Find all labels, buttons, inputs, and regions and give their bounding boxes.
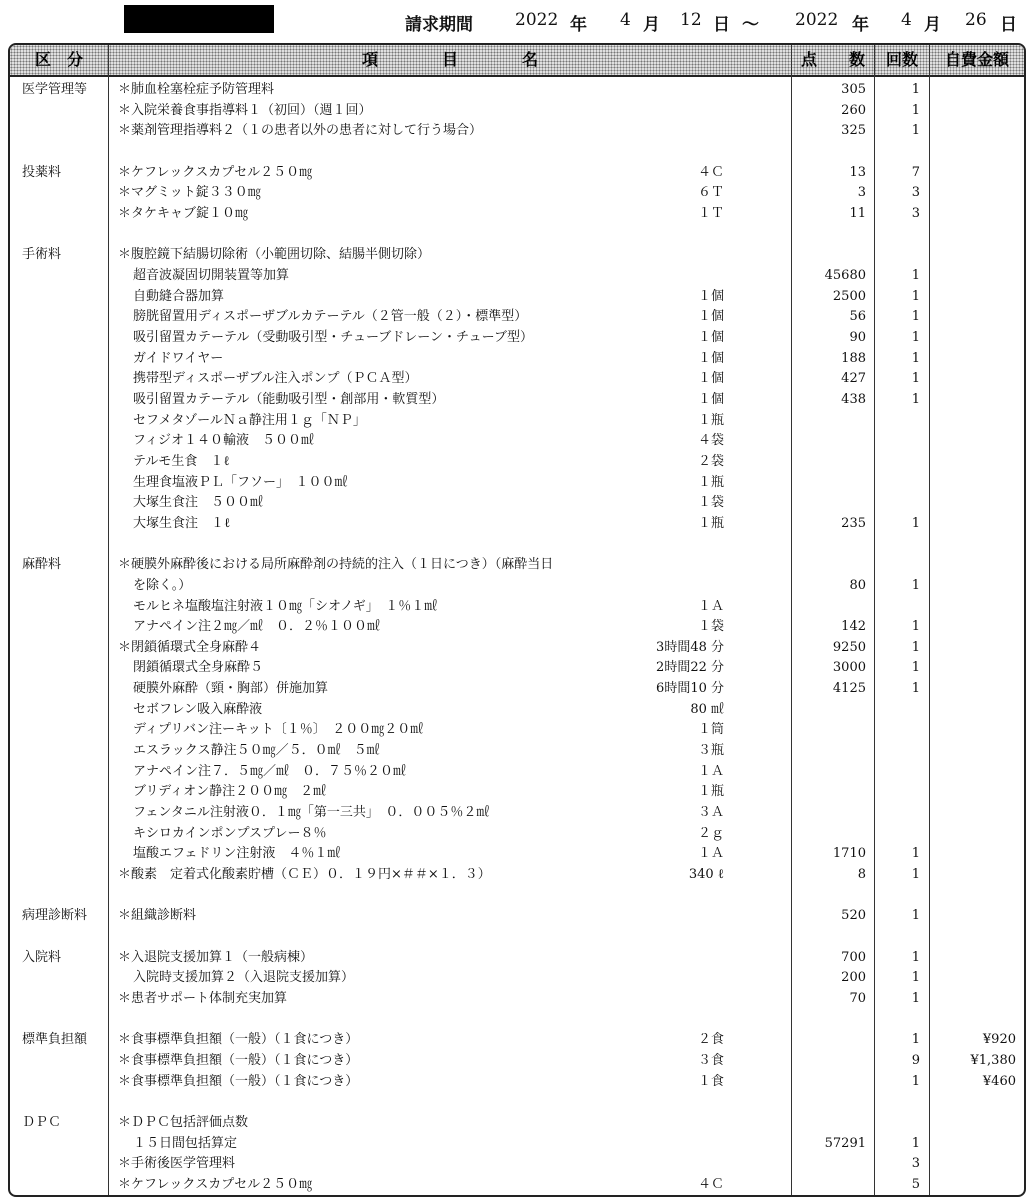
quantity-cell: １Ａ (697, 598, 724, 614)
item-name-cell: ＊手術後医学管理料 (118, 1156, 236, 1172)
item-name-cell: 自動縫合器加算 (133, 288, 225, 304)
count-cell: 1 (911, 350, 920, 366)
quantity-cell: ３瓶 (697, 743, 724, 759)
start-year-unit: 年 (570, 15, 587, 35)
quantity-cell: 6時間10 分 (656, 681, 724, 697)
item-name-cell: 大塚生食注 １ℓ (133, 515, 231, 531)
count-cell: 1 (911, 288, 920, 304)
item-name-cell: キシロカインポンプスプレー８％ (133, 825, 327, 841)
table-row (10, 761, 1024, 782)
count-cell: 1 (911, 309, 920, 325)
self-pay-cell: ¥1,380 (970, 1053, 1016, 1069)
item-name-cell: エスラックス静注５０㎎／５．０㎖ ５㎖ (133, 743, 380, 759)
table-row (10, 306, 1024, 327)
points-cell: 11 (849, 205, 866, 221)
points-cell: 438 (841, 391, 866, 407)
item-name-cell: ＊酸素 定着式化酸素貯槽（ＣＥ）０．１９円×＃＃×１．３） (118, 867, 491, 883)
quantity-cell: １個 (697, 371, 724, 387)
item-name-cell: ＊ケフレックスカプセル２５０㎎ (118, 1176, 313, 1192)
table-row (10, 430, 1024, 451)
table-row (10, 967, 1024, 988)
item-name-cell: フィジオ１４０輸液 ５００㎖ (133, 433, 314, 449)
table-row (10, 947, 1024, 968)
quantity-cell: １個 (697, 391, 724, 407)
quantity-cell: １筒 (697, 722, 724, 738)
points-cell: 45680 (824, 267, 866, 283)
start-month-unit: 月 (643, 15, 660, 35)
quantity-cell: ４袋 (697, 433, 724, 449)
quantity-cell: ２袋 (697, 453, 724, 469)
item-name-cell: ＊入退院支援加算１（一般病棟） (118, 949, 314, 965)
start-day: 12 (680, 10, 702, 30)
item-name-cell: フェンタニル注射液０．１㎎「第一三共」 ０．００５％２㎖ (133, 805, 490, 821)
table-row (10, 802, 1024, 823)
quantity-cell: ２食 (697, 1032, 724, 1048)
table-row (10, 988, 1024, 1009)
points-cell: 4125 (832, 681, 866, 697)
table-row (10, 389, 1024, 410)
count-cell: 1 (911, 577, 920, 593)
start-day-unit: 日 (713, 15, 730, 35)
item-name-cell: セボフレン吸入麻酔液 (133, 701, 263, 717)
quantity-cell: １Ａ (697, 846, 724, 862)
table-row (10, 79, 1024, 100)
count-cell: 1 (911, 991, 920, 1007)
table-row (10, 534, 1024, 555)
end-month: 4 (901, 10, 912, 30)
quantity-cell: １袋 (697, 619, 724, 635)
count-cell: 3 (911, 185, 920, 201)
quantity-cell: ３Ａ (697, 805, 724, 821)
quantity-cell: 80 ㎖ (690, 701, 724, 717)
item-name-cell: テルモ生食 １ℓ (133, 453, 230, 469)
quantity-cell: １袋 (697, 495, 724, 511)
billing-detail-table (8, 43, 1026, 1197)
self-pay-cell: ¥460 (982, 1073, 1016, 1089)
item-name-cell: 塩酸エフェドリン注射液 ４％１㎖ (133, 846, 341, 862)
self-pay-cell: ¥920 (982, 1032, 1016, 1048)
count-cell: 1 (911, 1135, 920, 1151)
count-cell: 1 (911, 1073, 920, 1089)
count-cell: 1 (911, 267, 920, 283)
item-name-cell: 閉鎖循環式全身麻酔５ (133, 660, 264, 676)
quantity-cell: ４Ｃ (697, 1176, 724, 1192)
quantity-cell: １個 (697, 350, 724, 366)
item-name-cell: 生理食塩液ＰＬ「フソー」 １００㎖ (133, 474, 348, 490)
table-row (10, 1133, 1024, 1154)
points-cell: 325 (841, 123, 866, 139)
table-row (10, 120, 1024, 141)
table-row (10, 905, 1024, 926)
count-cell: 1 (911, 970, 920, 986)
item-name-cell: ガイドワイヤー (133, 350, 224, 366)
points-cell: 56 (849, 309, 866, 325)
table-header (10, 45, 1024, 77)
quantity-cell: １個 (697, 288, 724, 304)
table-row (10, 1009, 1024, 1030)
category-cell: 投薬料 (22, 164, 62, 180)
table-row (10, 1153, 1024, 1174)
item-name-cell: セフメタゾールＮａ静注用１ｇ「ＮＰ」 (133, 412, 366, 428)
item-name-cell: ＊肺血栓塞栓症予防管理料 (118, 82, 275, 97)
quantity-cell: １食 (697, 1073, 724, 1089)
table-row (10, 699, 1024, 720)
table-row (10, 781, 1024, 802)
item-name-cell: 入院時支援加算２（入退院支援加算） (133, 970, 355, 986)
table-row (10, 1029, 1024, 1050)
count-cell: 7 (911, 164, 920, 180)
count-cell: 1 (911, 619, 920, 635)
table-row (10, 596, 1024, 617)
quantity-cell: １瓶 (697, 515, 724, 531)
quantity-cell: １Ａ (697, 763, 724, 779)
points-cell: 427 (841, 371, 866, 387)
table-row (10, 327, 1024, 348)
item-name-cell: ブリディオン静注２００㎎ ２㎖ (133, 784, 327, 800)
end-month-unit: 月 (924, 15, 941, 35)
table-row (10, 1091, 1024, 1112)
quantity-cell: １瓶 (697, 784, 724, 800)
count-cell: 1 (911, 371, 920, 387)
table-row (10, 265, 1024, 286)
col-count-header: 回数 (885, 50, 918, 69)
col-selfpay-header: 自費金額 (944, 50, 1009, 69)
item-name-cell: ＊硬膜外麻酔後における局所麻酔剤の持続的注入（１日につき）（麻酔当日 (118, 557, 554, 573)
points-cell: 260 (841, 102, 866, 118)
item-name-cell: ＊腹腔鏡下結腸切除術（小範囲切除、結腸半側切除） (118, 247, 431, 263)
table-row (10, 575, 1024, 596)
category-cell: 病理診断料 (22, 908, 88, 924)
table-row (10, 1174, 1024, 1195)
table-row (10, 823, 1024, 844)
item-name-cell: ＊閉鎖循環式全身麻酔４ (118, 639, 262, 655)
item-name-cell: を除く。） (133, 577, 192, 593)
category-cell: 標準負担額 (22, 1032, 88, 1048)
table-row (10, 224, 1024, 245)
item-name-cell: 膀胱留置用ディスポーザブルカテーテル（２管一般（２）・標準型） (133, 309, 528, 325)
count-cell: 1 (911, 82, 920, 97)
table-row (10, 410, 1024, 431)
points-cell: 235 (841, 515, 866, 531)
end-day-unit: 日 (1000, 15, 1017, 35)
col-points-header: 点 数 (800, 50, 865, 69)
category-cell: 医学管理等 (22, 82, 88, 97)
table-row (10, 100, 1024, 121)
points-cell: 700 (841, 949, 866, 965)
end-day: 26 (965, 10, 987, 30)
table-row (10, 286, 1024, 307)
table-row (10, 678, 1024, 699)
table-row (10, 926, 1024, 947)
count-cell: 1 (911, 949, 920, 965)
count-cell: 1 (911, 846, 920, 862)
item-name-cell: モルヒネ塩酸塩注射液１０㎎「シオノギ」 １％１㎖ (133, 598, 438, 614)
col-category-header: 区 分 (34, 50, 83, 69)
item-name-cell: ＊ケフレックスカプセル２５０㎎ (118, 164, 313, 180)
points-cell: 200 (841, 970, 866, 986)
count-cell: 1 (911, 102, 920, 118)
points-cell: 80 (849, 577, 866, 593)
category-cell: 麻酔料 (22, 557, 62, 573)
category-cell: ＤＰＣ (22, 1115, 62, 1130)
item-name-cell: アナペイン注２㎎／㎖ ０．２％１００㎖ (133, 619, 381, 635)
period-label: 請求期間 (405, 15, 473, 35)
table-row (10, 885, 1024, 906)
range-tilde: 〜 (742, 15, 759, 35)
count-cell: 3 (911, 1156, 920, 1172)
table-row (10, 616, 1024, 637)
points-cell: 2500 (832, 288, 866, 304)
item-name-cell: ＊マグミット錠３３０㎎ (118, 185, 261, 201)
item-name-cell: 超音波凝固切開装置等加算 (133, 267, 290, 283)
item-name-cell: 吸引留置カテーテル（受動吸引型・チューブドレーン・チューブ型） (133, 329, 534, 345)
table-row (10, 182, 1024, 203)
count-cell: 3 (911, 205, 920, 221)
quantity-cell: ２ｇ (697, 825, 724, 841)
points-cell: 90 (849, 329, 866, 345)
count-cell: 1 (911, 908, 920, 924)
redacted-name-block (124, 5, 274, 33)
quantity-cell: 3時間48 分 (656, 639, 724, 655)
item-name-cell: 携帯型ディスポーザブル注入ポンプ（ＰＣＡ型） (133, 371, 418, 387)
item-name-cell: ＊食事標準負担額（一般）（１食につき） (118, 1073, 359, 1089)
item-name-cell: １５日間包括算定 (133, 1135, 238, 1151)
item-name-cell: 硬膜外麻酔（頸・胸部）併施加算 (133, 681, 329, 697)
quantity-cell: １瓶 (697, 412, 724, 428)
item-name-cell: ＊入院栄養食事指導料１（初回）（週１回） (118, 102, 372, 118)
points-cell: 3 (857, 185, 866, 201)
quantity-cell: １個 (697, 329, 724, 345)
table-row (10, 554, 1024, 575)
end-year: 2022 (795, 10, 839, 30)
table-row (10, 348, 1024, 369)
points-cell: 57291 (824, 1135, 866, 1151)
table-row (10, 1112, 1024, 1133)
count-cell: 1 (911, 123, 920, 139)
item-name-cell: ＊ＤＰＣ包括評価点数 (118, 1115, 249, 1130)
points-cell: 520 (841, 908, 866, 924)
table-row (10, 1071, 1024, 1092)
table-row (10, 1050, 1024, 1071)
count-cell: 9 (911, 1053, 920, 1069)
points-cell: 13 (849, 164, 866, 180)
points-cell: 70 (849, 991, 866, 1007)
count-cell: 1 (911, 660, 920, 676)
category-cell: 手術料 (22, 247, 62, 263)
table-row (10, 740, 1024, 761)
category-cell: 入院料 (22, 949, 62, 965)
quantity-cell: 340 ℓ (688, 867, 724, 883)
points-cell: 8 (857, 867, 866, 883)
table-row (10, 719, 1024, 740)
count-cell: 1 (911, 515, 920, 531)
count-cell: 1 (911, 1032, 920, 1048)
table-row (10, 472, 1024, 493)
item-name-cell: ＊タケキャブ錠１０㎎ (118, 205, 249, 221)
points-cell: 142 (841, 619, 866, 635)
count-cell: 1 (911, 329, 920, 345)
table-row (10, 513, 1024, 534)
table-row (10, 637, 1024, 658)
points-cell: 3000 (832, 660, 866, 676)
end-year-unit: 年 (852, 15, 869, 35)
item-name-cell: 大塚生食注 ５００㎖ (133, 495, 264, 511)
item-name-cell: 吸引留置カテーテル（能動吸引型・創部用・軟質型） (133, 391, 445, 407)
table-row (10, 657, 1024, 678)
start-year: 2022 (515, 10, 559, 30)
item-name-cell: ディプリバン注ーキット〔１％〕 ２００㎎２０㎖ (133, 722, 424, 738)
item-name-cell: ＊食事標準負担額（一般）（１食につき） (118, 1032, 359, 1048)
quantity-cell: １瓶 (697, 474, 724, 490)
item-name-cell: アナペイン注７．５㎎／㎖ ０．７５％２０㎖ (133, 763, 407, 779)
item-name-cell: ＊食事標準負担額（一般）（１食につき） (118, 1053, 359, 1069)
points-cell: 9250 (832, 639, 866, 655)
table-row (10, 492, 1024, 513)
quantity-cell: ３食 (697, 1053, 724, 1069)
item-name-cell: ＊組織診断料 (118, 908, 197, 924)
col-item-header: 項 目 名 (361, 50, 538, 69)
table-row (10, 864, 1024, 885)
table-row (10, 203, 1024, 224)
table-row (10, 162, 1024, 183)
count-cell: 5 (911, 1176, 920, 1192)
item-name-cell: ＊薬剤管理指導料２（１の患者以外の患者に対して行う場合） (118, 123, 483, 139)
count-cell: 1 (911, 867, 920, 883)
points-cell: 188 (841, 350, 866, 366)
item-name-cell: ＊患者サポート体制充実加算 (118, 991, 288, 1007)
count-cell: 1 (911, 391, 920, 407)
table-row (10, 843, 1024, 864)
count-cell: 1 (911, 639, 920, 655)
quantity-cell: １個 (697, 309, 724, 325)
points-cell: 1710 (832, 846, 866, 862)
quantity-cell: １Ｔ (697, 205, 724, 221)
table-row (10, 141, 1024, 162)
quantity-cell: 2時間22 分 (656, 660, 724, 676)
table-row (10, 368, 1024, 389)
table-row (10, 451, 1024, 472)
quantity-cell: ６Ｔ (697, 185, 724, 201)
quantity-cell: ４Ｃ (697, 164, 724, 180)
table-row (10, 244, 1024, 265)
start-month: 4 (620, 10, 631, 30)
count-cell: 1 (911, 681, 920, 697)
points-cell: 305 (841, 82, 866, 97)
